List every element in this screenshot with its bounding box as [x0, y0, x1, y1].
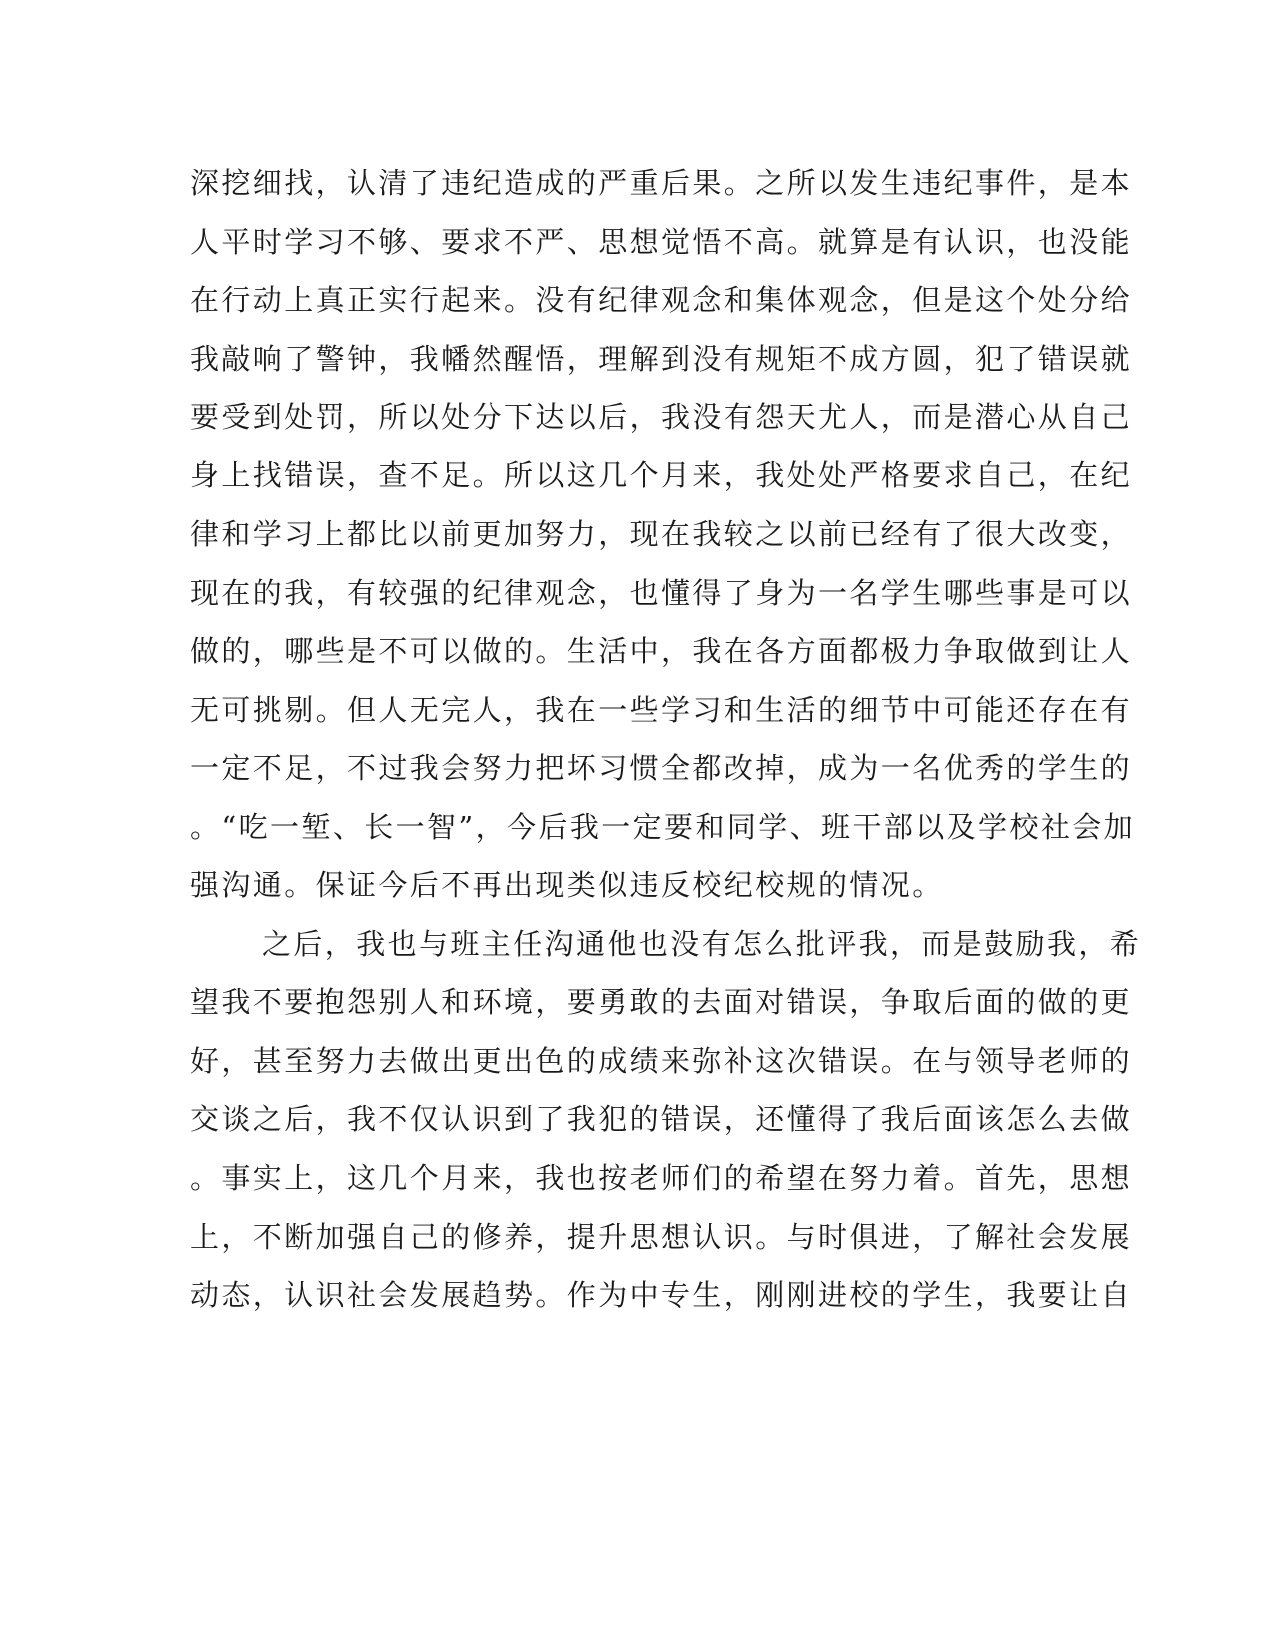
text-line: 上，不断加强自己的修养，提升思想认识。与时俱进，了解社会发展 — [190, 1220, 1133, 1254]
text-line: 人平时学习不够、要求不严、思想觉悟不高。就算是有认识，也没能 — [190, 225, 1133, 259]
text-line: 要受到处罚，所以处分下达以后，我没有怨天尤人，而是潜心从自己 — [190, 400, 1133, 434]
text-line: 律和学习上都比以前更加努力，现在我较之以前已经有了很大改变， — [190, 517, 1133, 551]
text-line-indented: 之后，我也与班主任沟通他也没有怎么批评我，而是鼓励我，希 — [262, 927, 1142, 961]
text-line: 身上找错误，查不足。所以这几个月来，我处处严格要求自己，在纪 — [190, 458, 1133, 492]
text-line: 在行动上真正实行起来。没有纪律观念和集体观念，但是这个处分给 — [190, 283, 1133, 317]
text-line: 一定不足，不过我会努力把坏习惯全都改掉，成为一名优秀的学生的 — [190, 751, 1133, 785]
text-line: 动态，认识社会发展趋势。作为中专生，刚刚进校的学生，我要让自 — [190, 1278, 1133, 1312]
text-line: 好，甚至努力去做出更出色的成绩来弥补这次错误。在与领导老师的 — [190, 1044, 1133, 1078]
text-line: 强沟通。保证今后不再出现类似违反校纪校规的情况。 — [190, 868, 944, 902]
text-line: 望我不要抱怨别人和环境，要勇敢的去面对错误，争取后面的做的更 — [190, 985, 1133, 1019]
text-line: 。事实上，这几个月来，我也按老师们的希望在努力着。首先，思想 — [190, 1161, 1133, 1195]
text-line: 现在的我，有较强的纪律观念，也懂得了身为一名学生哪些事是可以 — [190, 576, 1133, 610]
text-line: 我敲响了警钟，我幡然醒悟，理解到没有规矩不成方圆，犯了错误就 — [190, 342, 1133, 376]
text-line: 做的，哪些是不可以做的。生活中，我在各方面都极力争取做到让人 — [190, 634, 1133, 668]
text-line: 交谈之后，我不仅认识到了我犯的错误，还懂得了我后面该怎么去做 — [190, 1102, 1133, 1136]
text-line: 。“吃一堑、长一智”，今后我一定要和同学、班干部以及学校社会加 — [190, 810, 1136, 844]
text-line: 无可挑剔。但人无完人，我在一些学习和生活的细节中可能还存在有 — [190, 693, 1133, 727]
text-line: 深挖细找，认清了违纪造成的严重后果。之所以发生违纪事件，是本 — [190, 166, 1133, 200]
